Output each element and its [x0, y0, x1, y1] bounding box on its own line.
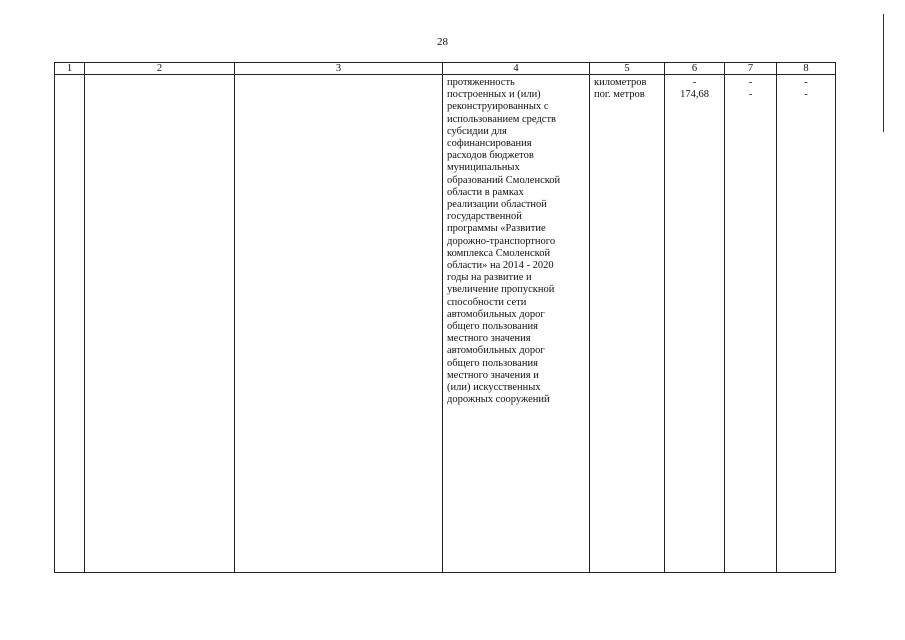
- column-header-6: 6: [665, 63, 725, 75]
- description-line: государственной: [447, 211, 522, 223]
- description-line: местного значения: [447, 333, 531, 345]
- description-line: софинансирования: [447, 138, 532, 150]
- column-header-3: 3: [235, 63, 443, 75]
- description-line: реконструированных с: [447, 101, 549, 113]
- value-line: -: [692, 77, 697, 88]
- description-line: комплекса Смоленской: [447, 247, 551, 259]
- description-line: образований Смоленской: [447, 174, 561, 186]
- table-row: [55, 75, 836, 573]
- description-line: области в рамках: [447, 186, 524, 198]
- description-line: дорожных сооружений: [447, 394, 550, 406]
- description-line: автомобильных дорог: [447, 345, 545, 357]
- description-line: протяженность: [447, 77, 515, 88]
- description-line: расходов бюджетов: [447, 150, 534, 162]
- cell-col3: [235, 75, 443, 573]
- description-line: общего пользования: [447, 357, 538, 369]
- description-line: способности сети: [447, 296, 527, 308]
- header-row: [55, 63, 836, 75]
- description-line: годы на развитие и: [447, 272, 532, 284]
- description-line: увеличение пропускной: [447, 284, 555, 296]
- value-cell-col6: [665, 75, 725, 573]
- value-line: 174,68: [680, 89, 709, 101]
- unit-cell: [590, 75, 665, 573]
- value-cell-col7: [725, 75, 777, 573]
- data-table: [54, 62, 836, 573]
- column-header-7: 7: [725, 63, 777, 75]
- cell-col2: [85, 75, 235, 573]
- value-cell-col8: [777, 75, 836, 573]
- description-line: использованием средств: [447, 113, 557, 125]
- column-header-4: 4: [443, 63, 590, 75]
- column-header-5: 5: [590, 63, 665, 75]
- description-line: программы «Развитие: [447, 223, 546, 235]
- description-line: местного значения и: [447, 369, 539, 381]
- value-line: -: [804, 89, 808, 101]
- description-line: общего пользования: [447, 321, 538, 333]
- description-line: области» на 2014 - 2020: [447, 260, 554, 272]
- value-line: -: [804, 77, 808, 88]
- indicator-description-cell: [443, 75, 590, 573]
- description-line: (или) искусственных: [447, 382, 541, 394]
- description-line: реализации областной: [447, 199, 547, 211]
- description-line: дорожно-транспортного: [447, 235, 556, 247]
- description-line: субсидии для: [447, 125, 507, 137]
- description-line: автомобильных дорог: [447, 308, 545, 320]
- scan-edge-line: [883, 14, 884, 132]
- cell-col1: [55, 75, 85, 573]
- page-number: 28: [437, 36, 448, 48]
- unit-line: пог. метров: [594, 89, 645, 101]
- value-line: -: [748, 77, 753, 88]
- description-line: построенных и (или): [447, 89, 541, 101]
- unit-line: километров: [594, 77, 647, 88]
- column-header-8: 8: [777, 63, 836, 75]
- value-line: -: [748, 89, 753, 101]
- column-header-2: 2: [85, 63, 235, 75]
- column-header-1: 1: [55, 63, 85, 75]
- description-line: муниципальных: [447, 162, 520, 174]
